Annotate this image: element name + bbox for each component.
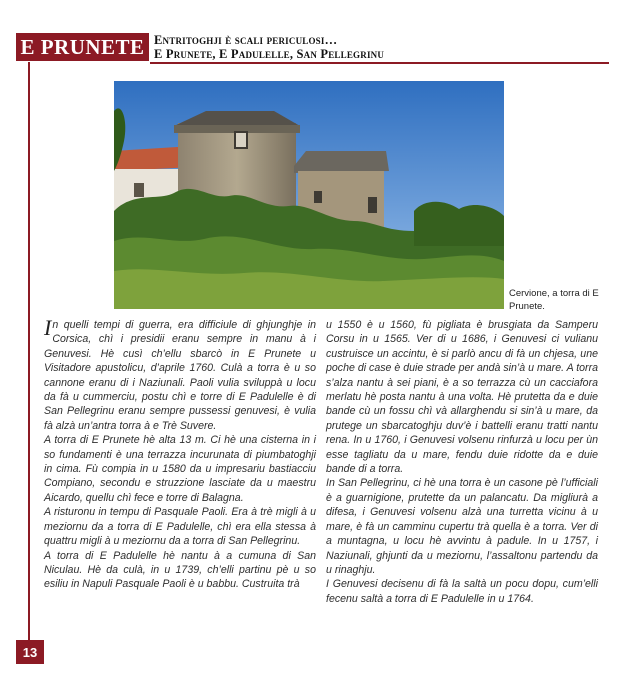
photo-caption: Cervione, a torra di E Prunete.	[509, 288, 599, 312]
paragraph: A risturonu in tempu di Pasquale Paoli. Era à trè migli à u meziornu da a torra di E Padulelle, chì era ella stessa à quattru migli à u meziornu da a torra di San Pellegrinu.	[44, 506, 316, 548]
paragraph	[44, 315, 316, 433]
paragraph: In San Pellegrinu, ci hè una torra è un casone pè l’ufficiali è a guarnigione, prutette da un palancatu. Da migliurà a difesa, i Genuvesi volsenu alzà una turretta vicinu à u mare, è fà un camminu cupertu trà quella è a torra. Ver di a muntagna, u locu hè avvintu à padule. In u 1757, i Naziunali, ghjunti da u meziornu, l’assaltonu partendu da u rinaghju.	[326, 477, 598, 576]
tower-photo-illustration	[114, 81, 504, 309]
chapter-subtitle: E Prunete, E Padulelle, San Pellegrinu	[154, 47, 385, 61]
drop-cap: I	[44, 315, 52, 340]
paragraph: A torra di E Padulelle hè nantu à a cumuna di San Niculau. Hè da culà, in u 1739, ch’elli partinu pè u so esiliu in Napuli Pasquale Paoli è u babbu. Custruita trà	[44, 549, 316, 591]
paragraph: A torra di E Prunete hè alta 13 m. Ci hè una cisterna in i so fundamenti è una terrazza incurunata di piumbatoghji in cima. Fù compia in u 1580 da u impresariu bastiacciu Compiano, secondu e struzzione lasciate da u maestru Aicardo, quellu chì fece e torre di Balagna.	[44, 434, 316, 504]
text-column-left	[44, 315, 316, 592]
text-column-right	[326, 318, 598, 606]
header-rule	[150, 62, 609, 64]
section-tag: E PRUNETE	[16, 33, 149, 61]
tower-photo	[114, 81, 504, 309]
paragraph: I Genuvesi decisenu di fà la saltà un pocu dopu, cum’elli fecenu saltà a torra di E Padulelle in u 1764.	[326, 578, 598, 605]
paragraph-text: n quelli tempi di guerra, era difficiule di ghjunghje in Corsica, chì i presidii eranu sempre in manu à i Genuvesi. Hè cusì ch’ellu sbarcò in E Prunete u Visitadore apustolicu, d’aprile 1760. Culà a torra è u so cannone eranu di i Naziunali. Paoli vulia sviluppà u locu da fà u cummerciu, postu chì e torre di E Padulelle è di San Pellegrinu eranu sempre pussessi genuvesi, è vulia fà alzà un’antra torra à e Trè Suvere.	[44, 319, 316, 432]
paragraph: u 1550 è u 1560, fù pigliata è brusgiata da Samperu Corsu in u 1565. Ver di u 1686, i Genuvesi ci vulianu custruisce un accintu, è si parlò ancu di fà un chjesa, une poche di case è duie strade per andà sin’à u mare. A torra s’alza nantu à sei piani, è a so terrazza cù un cacciafora merlatu hè posta nantu à una volta. Hè prutetta da e duie bande cù un fossu chì và allarghendu si sin’à u mare, da prutege un sbarcatoghju duv’è i battelli eranu tratti nantu rena. In u 1760, i Genuvesi volsenu rinfurzà u locu per ùn esse tagliatu da u mare, fendu duie ridotte da e duie bande di a torra.	[326, 319, 598, 476]
chapter-heading	[154, 33, 624, 62]
page-number: 13	[16, 640, 44, 664]
chapter-title: Entritoghji è scali periculosi…	[154, 33, 338, 47]
margin-rule	[28, 62, 30, 640]
